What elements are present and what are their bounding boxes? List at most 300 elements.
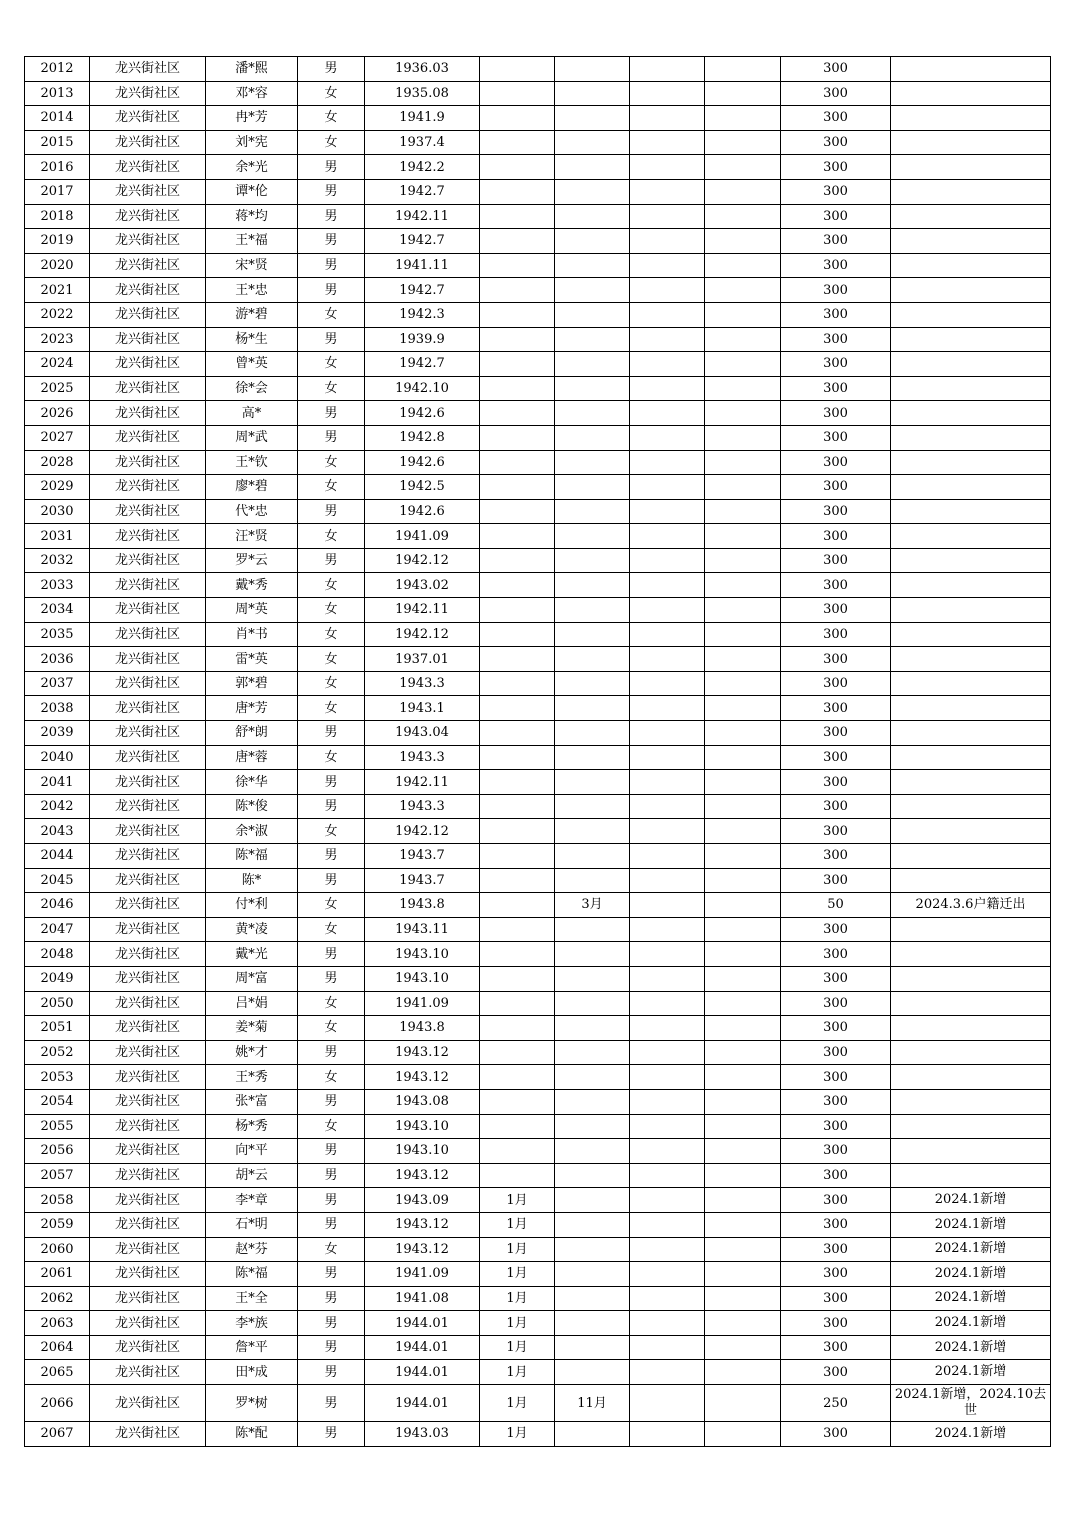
table-row	[25, 106, 1051, 131]
community-cell: 龙兴街社区	[90, 106, 206, 131]
gender-cell: 女	[298, 475, 365, 500]
blank-cell	[705, 179, 781, 204]
blank-cell	[705, 302, 781, 327]
community-cell: 龙兴街社区	[90, 401, 206, 426]
row-number: 2050	[25, 991, 90, 1016]
row-number: 2019	[25, 229, 90, 254]
name-cell: 吕*娟	[206, 991, 298, 1016]
birth-date-cell: 1943.10	[365, 942, 480, 967]
amount-cell: 300	[781, 106, 891, 131]
community-cell: 龙兴街社区	[90, 155, 206, 180]
row-number: 2028	[25, 450, 90, 475]
note-cell	[891, 991, 1051, 1016]
blank-cell	[705, 1212, 781, 1237]
birth-date-cell: 1942.10	[365, 376, 480, 401]
birth-date-cell: 1942.3	[365, 302, 480, 327]
gender-cell: 男	[298, 721, 365, 746]
birth-date-cell: 1943.12	[365, 1040, 480, 1065]
birth-date-cell: 1943.10	[365, 1114, 480, 1139]
start-month-cell	[480, 893, 555, 918]
gender-cell: 男	[298, 794, 365, 819]
note-cell	[891, 942, 1051, 967]
gender-cell: 女	[298, 745, 365, 770]
name-cell: 付*利	[206, 893, 298, 918]
community-cell: 龙兴街社区	[90, 204, 206, 229]
blank-cell	[705, 844, 781, 869]
amount-cell: 300	[781, 696, 891, 721]
name-cell: 罗*云	[206, 548, 298, 573]
community-cell: 龙兴街社区	[90, 1335, 206, 1360]
amount-cell: 300	[781, 548, 891, 573]
note-cell: 2024.1新增	[891, 1262, 1051, 1287]
blank-cell	[705, 204, 781, 229]
row-number: 2015	[25, 130, 90, 155]
blank-cell	[705, 942, 781, 967]
blank-cell	[705, 475, 781, 500]
name-cell: 戴*光	[206, 942, 298, 967]
name-cell: 郭*碧	[206, 671, 298, 696]
blank-cell	[705, 278, 781, 303]
start-month-cell: 1月	[480, 1311, 555, 1336]
start-month-cell	[480, 598, 555, 623]
blank-cell	[630, 1016, 705, 1041]
start-month-cell	[480, 1065, 555, 1090]
name-cell: 肖*书	[206, 622, 298, 647]
blank-cell	[705, 868, 781, 893]
gender-cell: 女	[298, 573, 365, 598]
note-cell	[891, 376, 1051, 401]
amount-cell: 300	[781, 1163, 891, 1188]
name-cell: 胡*云	[206, 1163, 298, 1188]
blank-cell	[630, 425, 705, 450]
amount-cell: 300	[781, 917, 891, 942]
table-row	[25, 81, 1051, 106]
name-cell: 徐*会	[206, 376, 298, 401]
end-month-cell	[555, 991, 630, 1016]
end-month-cell	[555, 130, 630, 155]
community-cell: 龙兴街社区	[90, 352, 206, 377]
community-cell: 龙兴街社区	[90, 57, 206, 82]
note-cell	[891, 917, 1051, 942]
blank-cell	[630, 1139, 705, 1164]
note-cell: 2024.3.6户籍迁出	[891, 893, 1051, 918]
note-cell	[891, 229, 1051, 254]
start-month-cell	[480, 1016, 555, 1041]
table-row	[25, 942, 1051, 967]
community-cell: 龙兴街社区	[90, 647, 206, 672]
note-cell	[891, 253, 1051, 278]
table-row	[25, 696, 1051, 721]
table-row	[25, 1311, 1051, 1336]
blank-cell	[630, 1065, 705, 1090]
note-cell: 2024.1新增	[891, 1286, 1051, 1311]
gender-cell: 女	[298, 302, 365, 327]
start-month-cell	[480, 819, 555, 844]
amount-cell: 300	[781, 179, 891, 204]
end-month-cell	[555, 844, 630, 869]
gender-cell: 女	[298, 376, 365, 401]
amount-cell: 300	[781, 868, 891, 893]
community-cell: 龙兴街社区	[90, 278, 206, 303]
birth-date-cell: 1941.09	[365, 524, 480, 549]
blank-cell	[630, 278, 705, 303]
end-month-cell	[555, 721, 630, 746]
row-number: 2035	[25, 622, 90, 647]
blank-cell	[705, 696, 781, 721]
name-cell: 石*明	[206, 1212, 298, 1237]
blank-cell	[705, 1089, 781, 1114]
name-cell: 周*武	[206, 425, 298, 450]
blank-cell	[705, 548, 781, 573]
table-row	[25, 573, 1051, 598]
gender-cell: 女	[298, 352, 365, 377]
row-number: 2012	[25, 57, 90, 82]
end-month-cell: 3月	[555, 893, 630, 918]
blank-cell	[630, 253, 705, 278]
blank-cell	[705, 425, 781, 450]
blank-cell	[705, 229, 781, 254]
note-cell	[891, 1114, 1051, 1139]
amount-cell: 300	[781, 524, 891, 549]
end-month-cell	[555, 1311, 630, 1336]
blank-cell	[705, 671, 781, 696]
birth-date-cell: 1942.11	[365, 598, 480, 623]
start-month-cell	[480, 696, 555, 721]
name-cell: 游*碧	[206, 302, 298, 327]
note-cell	[891, 1040, 1051, 1065]
end-month-cell	[555, 1422, 630, 1447]
birth-date-cell: 1942.8	[365, 425, 480, 450]
row-number: 2065	[25, 1360, 90, 1385]
community-cell: 龙兴街社区	[90, 1163, 206, 1188]
amount-cell: 300	[781, 499, 891, 524]
amount-cell: 300	[781, 1188, 891, 1213]
start-month-cell	[480, 475, 555, 500]
birth-date-cell: 1942.12	[365, 548, 480, 573]
amount-cell: 300	[781, 352, 891, 377]
start-month-cell	[480, 81, 555, 106]
gender-cell: 女	[298, 647, 365, 672]
table-row	[25, 1089, 1051, 1114]
amount-cell: 300	[781, 1139, 891, 1164]
table-row	[25, 155, 1051, 180]
start-month-cell	[480, 524, 555, 549]
end-month-cell	[555, 475, 630, 500]
gender-cell: 女	[298, 598, 365, 623]
name-cell: 唐*芳	[206, 696, 298, 721]
blank-cell	[630, 401, 705, 426]
note-cell	[891, 130, 1051, 155]
blank-cell	[630, 106, 705, 131]
gender-cell: 男	[298, 499, 365, 524]
amount-cell: 300	[781, 770, 891, 795]
start-month-cell: 1月	[480, 1422, 555, 1447]
start-month-cell	[480, 352, 555, 377]
amount-cell: 300	[781, 475, 891, 500]
blank-cell	[630, 647, 705, 672]
start-month-cell	[480, 278, 555, 303]
table-row	[25, 819, 1051, 844]
name-cell: 陈*	[206, 868, 298, 893]
row-number: 2066	[25, 1385, 90, 1422]
amount-cell: 300	[781, 991, 891, 1016]
end-month-cell	[555, 1065, 630, 1090]
name-cell: 廖*碧	[206, 475, 298, 500]
table-body	[25, 57, 1051, 1447]
blank-cell	[705, 57, 781, 82]
amount-cell: 250	[781, 1385, 891, 1422]
community-cell: 龙兴街社区	[90, 179, 206, 204]
row-number: 2064	[25, 1335, 90, 1360]
note-cell: 2024.1新增	[891, 1237, 1051, 1262]
gender-cell: 女	[298, 524, 365, 549]
row-number: 2056	[25, 1139, 90, 1164]
community-cell: 龙兴街社区	[90, 1262, 206, 1287]
birth-date-cell: 1936.03	[365, 57, 480, 82]
birth-date-cell: 1943.03	[365, 1422, 480, 1447]
row-number: 2022	[25, 302, 90, 327]
birth-date-cell: 1943.12	[365, 1065, 480, 1090]
row-number: 2039	[25, 721, 90, 746]
start-month-cell	[480, 868, 555, 893]
amount-cell: 300	[781, 57, 891, 82]
end-month-cell	[555, 1237, 630, 1262]
note-cell	[891, 745, 1051, 770]
name-cell: 杨*秀	[206, 1114, 298, 1139]
note-cell	[891, 475, 1051, 500]
blank-cell	[705, 1335, 781, 1360]
table-row	[25, 376, 1051, 401]
row-number: 2014	[25, 106, 90, 131]
community-cell: 龙兴街社区	[90, 1089, 206, 1114]
row-number: 2018	[25, 204, 90, 229]
start-month-cell	[480, 1163, 555, 1188]
community-cell: 龙兴街社区	[90, 1065, 206, 1090]
birth-date-cell: 1943.12	[365, 1237, 480, 1262]
birth-date-cell: 1944.01	[365, 1311, 480, 1336]
community-cell: 龙兴街社区	[90, 1311, 206, 1336]
gender-cell: 男	[298, 770, 365, 795]
table-row	[25, 770, 1051, 795]
end-month-cell	[555, 868, 630, 893]
gender-cell: 男	[298, 1286, 365, 1311]
end-month-cell	[555, 327, 630, 352]
end-month-cell	[555, 942, 630, 967]
name-cell: 张*富	[206, 1089, 298, 1114]
blank-cell	[630, 1286, 705, 1311]
row-number: 2031	[25, 524, 90, 549]
start-month-cell	[480, 229, 555, 254]
blank-cell	[705, 1237, 781, 1262]
name-cell: 王*钦	[206, 450, 298, 475]
blank-cell	[630, 302, 705, 327]
gender-cell: 男	[298, 1139, 365, 1164]
table-row	[25, 401, 1051, 426]
table-row	[25, 844, 1051, 869]
row-number: 2051	[25, 1016, 90, 1041]
note-cell	[891, 966, 1051, 991]
amount-cell: 300	[781, 425, 891, 450]
blank-cell	[705, 352, 781, 377]
end-month-cell	[555, 253, 630, 278]
table-row	[25, 1422, 1051, 1447]
start-month-cell	[480, 794, 555, 819]
blank-cell	[630, 622, 705, 647]
row-number: 2058	[25, 1188, 90, 1213]
end-month-cell	[555, 819, 630, 844]
birth-date-cell: 1943.12	[365, 1163, 480, 1188]
gender-cell: 男	[298, 425, 365, 450]
blank-cell	[630, 1089, 705, 1114]
blank-cell	[630, 942, 705, 967]
community-cell: 龙兴街社区	[90, 598, 206, 623]
blank-cell	[630, 573, 705, 598]
end-month-cell	[555, 57, 630, 82]
end-month-cell	[555, 966, 630, 991]
table-row	[25, 745, 1051, 770]
gender-cell: 男	[298, 942, 365, 967]
blank-cell	[705, 1065, 781, 1090]
community-cell: 龙兴街社区	[90, 229, 206, 254]
blank-cell	[705, 155, 781, 180]
blank-cell	[630, 671, 705, 696]
amount-cell: 50	[781, 893, 891, 918]
table-row	[25, 425, 1051, 450]
end-month-cell	[555, 671, 630, 696]
community-cell: 龙兴街社区	[90, 868, 206, 893]
name-cell: 周*英	[206, 598, 298, 623]
community-cell: 龙兴街社区	[90, 376, 206, 401]
note-cell	[891, 106, 1051, 131]
note-cell	[891, 844, 1051, 869]
note-cell	[891, 401, 1051, 426]
table-row	[25, 622, 1051, 647]
note-cell	[891, 671, 1051, 696]
blank-cell	[630, 327, 705, 352]
end-month-cell	[555, 1089, 630, 1114]
community-cell: 龙兴街社区	[90, 130, 206, 155]
end-month-cell	[555, 352, 630, 377]
gender-cell: 男	[298, 57, 365, 82]
table-row	[25, 893, 1051, 918]
note-cell	[891, 57, 1051, 82]
name-cell: 唐*蓉	[206, 745, 298, 770]
blank-cell	[705, 1139, 781, 1164]
blank-cell	[705, 1188, 781, 1213]
table-row	[25, 1065, 1051, 1090]
blank-cell	[705, 598, 781, 623]
community-cell: 龙兴街社区	[90, 745, 206, 770]
gender-cell: 女	[298, 1114, 365, 1139]
birth-date-cell: 1943.8	[365, 1016, 480, 1041]
name-cell: 蒋*均	[206, 204, 298, 229]
community-cell: 龙兴街社区	[90, 1139, 206, 1164]
name-cell: 田*成	[206, 1360, 298, 1385]
note-cell	[891, 647, 1051, 672]
row-number: 2021	[25, 278, 90, 303]
row-number: 2043	[25, 819, 90, 844]
table-row	[25, 499, 1051, 524]
amount-cell: 300	[781, 278, 891, 303]
name-cell: 刘*宪	[206, 130, 298, 155]
end-month-cell	[555, 1139, 630, 1164]
name-cell: 姜*菊	[206, 1016, 298, 1041]
note-cell: 2024.1新增，2024.10去世	[891, 1385, 1051, 1422]
table-row	[25, 1360, 1051, 1385]
gender-cell: 男	[298, 1089, 365, 1114]
note-cell	[891, 179, 1051, 204]
amount-cell: 300	[781, 1212, 891, 1237]
gender-cell: 男	[298, 179, 365, 204]
birth-date-cell: 1943.3	[365, 745, 480, 770]
blank-cell	[705, 499, 781, 524]
note-cell	[891, 81, 1051, 106]
gender-cell: 男	[298, 401, 365, 426]
name-cell: 冉*芳	[206, 106, 298, 131]
blank-cell	[705, 253, 781, 278]
blank-cell	[630, 1237, 705, 1262]
name-cell: 李*章	[206, 1188, 298, 1213]
row-number: 2052	[25, 1040, 90, 1065]
blank-cell	[705, 647, 781, 672]
gender-cell: 男	[298, 1040, 365, 1065]
community-cell: 龙兴街社区	[90, 794, 206, 819]
row-number: 2036	[25, 647, 90, 672]
birth-date-cell: 1943.12	[365, 1212, 480, 1237]
end-month-cell	[555, 1163, 630, 1188]
table-row	[25, 352, 1051, 377]
name-cell: 李*族	[206, 1311, 298, 1336]
blank-cell	[630, 1422, 705, 1447]
amount-cell: 300	[781, 401, 891, 426]
gender-cell: 男	[298, 844, 365, 869]
end-month-cell	[555, 745, 630, 770]
blank-cell	[705, 966, 781, 991]
name-cell: 徐*华	[206, 770, 298, 795]
blank-cell	[630, 844, 705, 869]
end-month-cell	[555, 229, 630, 254]
blank-cell	[705, 721, 781, 746]
blank-cell	[705, 1114, 781, 1139]
gender-cell: 女	[298, 917, 365, 942]
birth-date-cell: 1943.10	[365, 1139, 480, 1164]
community-cell: 龙兴街社区	[90, 917, 206, 942]
end-month-cell	[555, 401, 630, 426]
amount-cell: 300	[781, 450, 891, 475]
row-number: 2048	[25, 942, 90, 967]
row-number: 2057	[25, 1163, 90, 1188]
row-number: 2062	[25, 1286, 90, 1311]
amount-cell: 300	[781, 1262, 891, 1287]
blank-cell	[630, 524, 705, 549]
amount-cell: 300	[781, 1114, 891, 1139]
community-cell: 龙兴街社区	[90, 1114, 206, 1139]
table-row	[25, 524, 1051, 549]
birth-date-cell: 1941.09	[365, 1262, 480, 1287]
community-cell: 龙兴街社区	[90, 81, 206, 106]
amount-cell: 300	[781, 671, 891, 696]
name-cell: 王*全	[206, 1286, 298, 1311]
blank-cell	[630, 696, 705, 721]
birth-date-cell: 1941.08	[365, 1286, 480, 1311]
note-cell	[891, 696, 1051, 721]
gender-cell: 女	[298, 450, 365, 475]
birth-date-cell: 1942.6	[365, 401, 480, 426]
blank-cell	[630, 745, 705, 770]
community-cell: 龙兴街社区	[90, 1188, 206, 1213]
blank-cell	[705, 819, 781, 844]
name-cell: 戴*秀	[206, 573, 298, 598]
